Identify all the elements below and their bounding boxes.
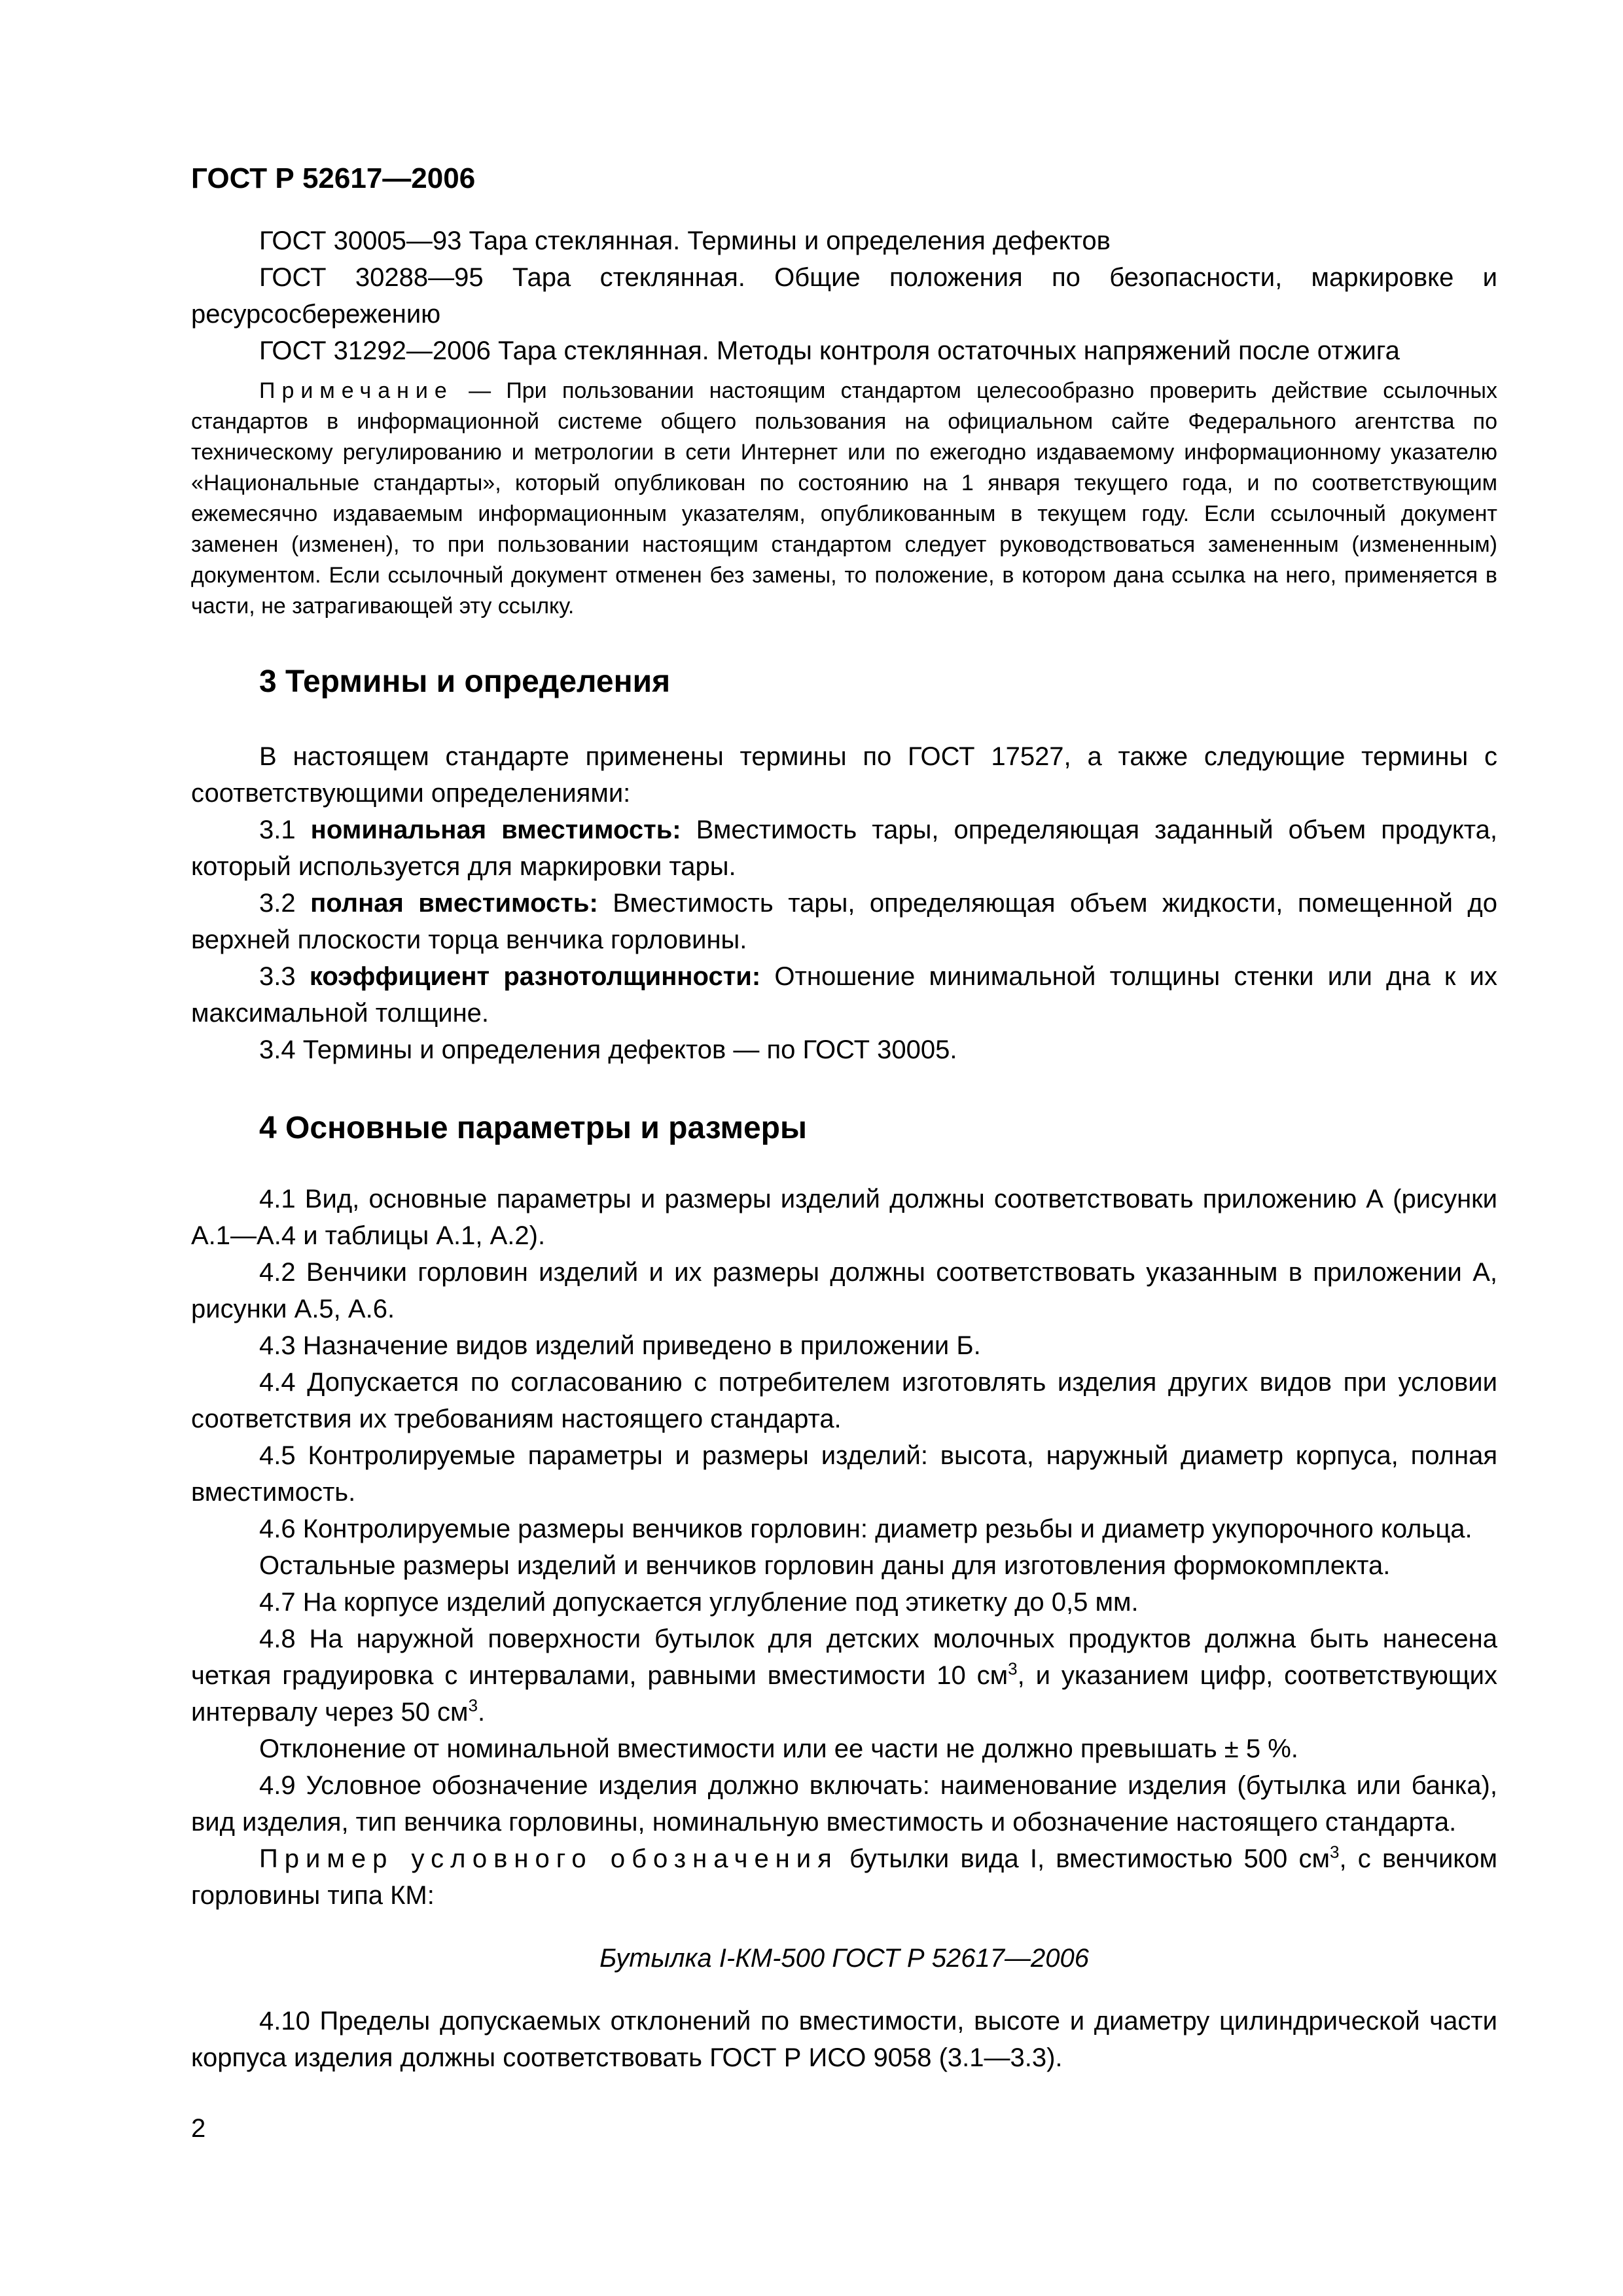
reference-item: ГОСТ 31292—2006 Тара стеклянная. Методы контроля остаточных напряжений после отжига — [259, 336, 1400, 365]
reference-item: ГОСТ 30005—93 Тара стеклянная. Термины и определения дефектов — [259, 226, 1111, 255]
term-number: 3.1 — [259, 816, 311, 844]
paragraph-4-1: 4.1 Вид, основные параметры и размеры изделий должны соответствовать приложению А (рисунки А.1—А.4 и таблицы А.1, А.2). — [191, 1185, 1497, 1250]
superscript: 3 — [1330, 1842, 1340, 1862]
note-label: Примечание — [259, 378, 454, 403]
paragraph-4-4: 4.4 Допускается по согласованию с потребителем изготовлять изделия других видов при условии соответствия их требованиям настоящего стандарта. — [191, 1368, 1497, 1433]
term-3-4: 3.4 Термины и определения дефектов — по ГОСТ 30005. — [259, 1035, 957, 1064]
example-paragraph — [191, 1840, 1497, 1914]
superscript: 3 — [1008, 1659, 1018, 1679]
term-definition: Вместимость тары, определяющая заданный объем продукта, который используется для маркировки тары. — [191, 816, 1498, 881]
text-fragment: . — [478, 1698, 486, 1727]
term-name: полная вместимость: — [310, 889, 598, 918]
term-number: 3.2 — [259, 889, 311, 918]
term-definition: Отношение минимальной толщины стенки или дна к их максимальной толщине. — [191, 962, 1497, 1028]
paragraph-4-7: 4.7 На корпусе изделий допускается углубление под этикетку до 0,5 мм. — [259, 1588, 1139, 1617]
term-name: номинальная вместимость: — [310, 816, 681, 844]
term-definition: Вместимость тары, определяющая объем жидкости, помещенной до верхней плоскости торца венчика горловины. — [191, 889, 1497, 954]
term-name: коэффициент разнотолщинности: — [309, 962, 761, 991]
text-fragment: бутылки вида I, вместимостью 500 см — [838, 1844, 1330, 1873]
paragraph-4-3: 4.3 Назначение видов изделий приведено в приложении Б. — [259, 1331, 981, 1360]
superscript: 3 — [468, 1695, 478, 1715]
term-3-1 — [191, 812, 1497, 885]
term-3-3 — [191, 958, 1497, 1031]
document-header: ГОСТ Р 52617—2006 — [191, 162, 476, 194]
text-fragment: 4.8 На наружной поверхности бутылок для детских молочных продуктов должна быть нанесена четкая градуировка с интервалами, равными вместимости 10 см — [191, 1624, 1497, 1690]
paragraph-4-5: 4.5 Контролируемые параметры и размеры изделий: высота, наружный диаметр корпуса, полная вместимость. — [191, 1441, 1497, 1507]
paragraph-4-6: 4.6 Контролируемые размеры венчиков горловин: диаметр резьбы и диаметр укупорочного кольца. — [259, 1515, 1472, 1543]
paragraph-4-6-continued: Остальные размеры изделий и венчиков горловин даны для изготовления формокомплекта. — [259, 1551, 1391, 1580]
example-label: Пример условного обозначения — [259, 1844, 838, 1873]
paragraph-4-8-deviation: Отклонение от номинальной вместимости или ее части не должно превышать ± 5 %. — [259, 1734, 1298, 1763]
term-number: 3.3 — [259, 962, 310, 991]
document-body — [191, 223, 1497, 2076]
section-3-title: 3 Термины и определения — [259, 664, 671, 699]
section-3-intro: В настоящем стандарте применены термины по ГОСТ 17527, а также следующие термины с соответствующими определениями: — [191, 742, 1497, 808]
paragraph-4-8 — [191, 1621, 1497, 1731]
text-fragment: , с венчиком горловины типа КМ: — [191, 1844, 1497, 1910]
paragraph-4-2: 4.2 Венчики горловин изделий и их размеры должны соответствовать указанным в приложении А, рисунки А.5, А.6. — [191, 1258, 1497, 1323]
note-text: — При пользовании настоящим стандартом целесообразно проверить действие ссылочных стандартов в информационной системе общего пользования на официальном сайте Федерального агентства по техническому регулированию и метрологии в сети Интернет или по ежегодно издаваемому информационному указателю «Национальные стандарты», который опубликован по состоянию на 1 января текущего года, и по соответствующим ежемесячно издаваемым информационным указателям, опубликованным в текущем году. Если ссылочный документ заменен (изменен), то при пользовании настоящим стандартом следует руководствоваться замененным (измененным) документом. Если ссылочный документ отменен без замены, то положение, в котором дана ссылка на него, применяется в части, не затрагивающей эту ссылку. — [191, 378, 1497, 619]
note-paragraph — [191, 376, 1497, 622]
paragraph-4-9: 4.9 Условное обозначение изделия должно включать: наименование изделия (бутылка или банка), вид изделия, тип венчика горловины, номинальную вместимость и обозначение настоящего стандарта. — [191, 1771, 1497, 1837]
section-4-title: 4 Основные параметры и размеры — [259, 1111, 807, 1145]
term-3-2 — [191, 885, 1497, 958]
example-designation: Бутылка I-КМ-500 ГОСТ Р 52617—2006 — [599, 1944, 1089, 1973]
page-number: 2 — [191, 2114, 206, 2143]
paragraph-4-10: 4.10 Пределы допускаемых отклонений по вместимости, высоте и диаметру цилиндрической части корпуса изделия должны соответствовать ГОСТ Р ИСО 9058 (3.1—3.3). — [191, 2007, 1497, 2072]
reference-item: ГОСТ 30288—95 Тара стеклянная. Общие положения по безопасности, маркировке и ресурсосбережению — [191, 263, 1497, 329]
text-fragment: , и указанием цифр, соответствующих интервалу через 50 см — [191, 1661, 1497, 1727]
